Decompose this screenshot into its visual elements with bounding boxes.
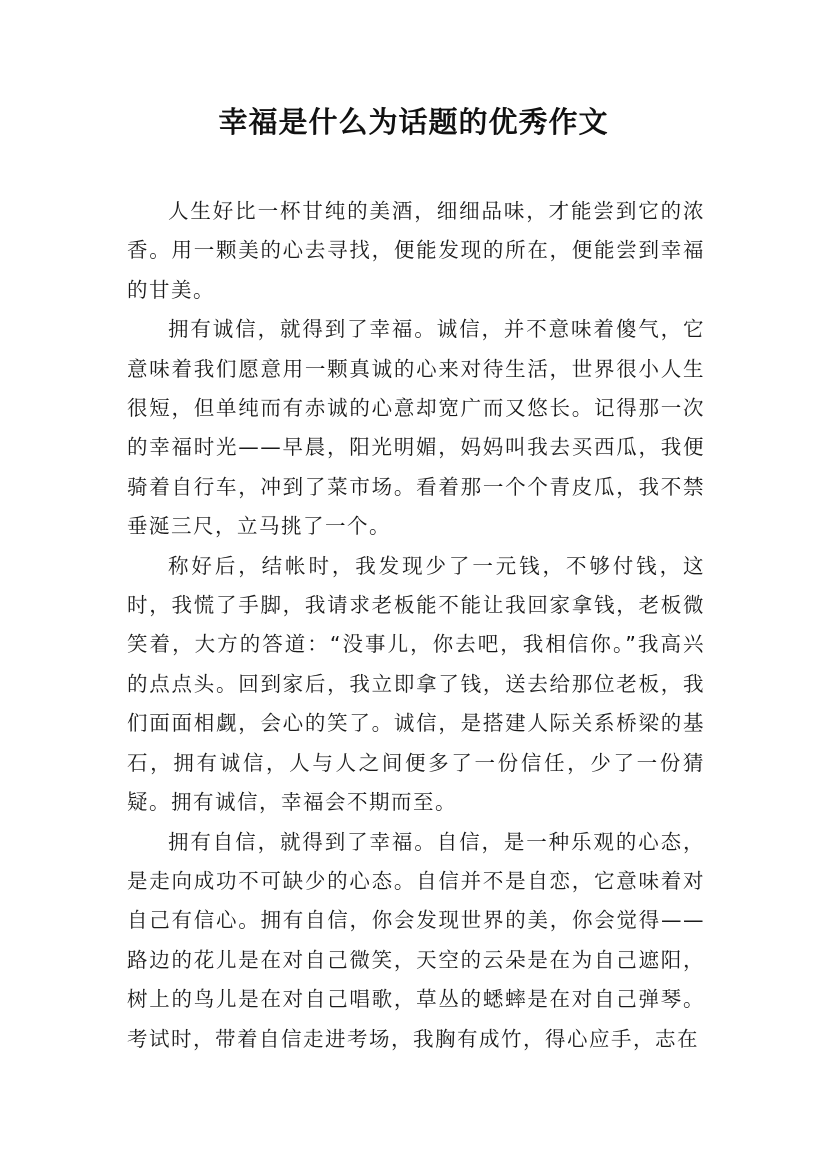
document-title: 幸福是什么为话题的优秀作文 xyxy=(218,105,609,139)
document-body xyxy=(127,192,705,1059)
paragraph-3: 称好后，结帐时，我发现少了一元钱，不够付钱，这时，我慌了手脚，我请求老板能不能让我回家拿钱，老板微笑着，大方的答道：“没事儿，你去吧，我相信你。”我高兴的点点头。回到家后，我立即拿了钱，送去给那位老板，我们面面相觑，会心的笑了。诚信，是搭建人际关系桥梁的基石，拥有诚信，人与人之间便多了一份信任，少了一份猜疑。拥有诚信，幸福会不期而至。 xyxy=(127,553,705,815)
paragraph-4: 拥有自信，就得到了幸福。自信，是一种乐观的心态，是走向成功不可缺少的心态。自信并不是自恋，它意味着对自己有信心。拥有自信，你会发现世界的美，你会觉得——路边的花儿是在对自己微笑，天空的云朵是在为自己遮阳，树上的鸟儿是在对自己唱歌，草丛的蟋蟀是在对自己弹琴。考试时，带着自信走进考场，我胸有成竹，得心应手，志在 xyxy=(127,829,705,1051)
paragraph-1: 人生好比一杯甘纯的美酒，细细品味，才能尝到它的浓香。用一颗美的心去寻找，便能发现的所在，便能尝到幸福的甘美。 xyxy=(127,199,705,302)
paragraph-2: 拥有诚信，就得到了幸福。诚信，并不意味着傻气，它意味着我们愿意用一颗真诚的心来对待生活，世界很小人生很短，但单纯而有赤诚的心意却宽广而又悠长。记得那一次的幸福时光——早晨，阳光明媚，妈妈叫我去买西瓜，我便骑着自行车，冲到了菜市场。看着那一个个青皮瓜，我不禁垂涎三尺，立马挑了一个。 xyxy=(127,317,705,539)
